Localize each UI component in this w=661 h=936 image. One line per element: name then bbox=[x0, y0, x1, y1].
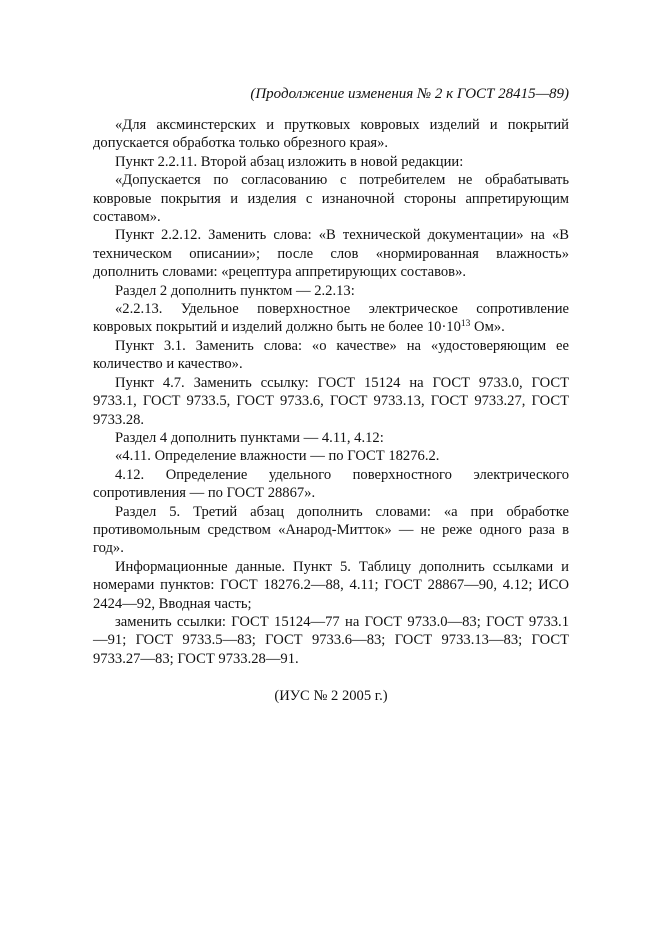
paragraph-text: Ом». bbox=[470, 319, 505, 336]
page-header: (Продолжение изменения № 2 к ГОСТ 28415—89) bbox=[250, 86, 569, 102]
paragraph: Пункт 2.2.12. Заменить слова: «В технической документации» на «В техническом описании»; после слов «нормированная влажность» дополнить словами: «рецептура аппретирующих составов». bbox=[93, 227, 569, 281]
document-page bbox=[93, 84, 569, 706]
paragraph: Пункт 2.2.11. Второй абзац изложить в новой редакции: bbox=[115, 153, 464, 170]
paragraph: «Для аксминстерских и прутковых ковровых изделий и покрытий допускается обработка только обрезного края». bbox=[93, 117, 569, 152]
paragraph bbox=[93, 300, 569, 337]
page-footer: (ИУС № 2 2005 г.) bbox=[274, 688, 388, 705]
paragraph: Пункт 3.1. Заменить слова: «о качестве» на «удостоверяющим ее количество и качество». bbox=[93, 337, 569, 373]
paragraph: заменить ссылки: ГОСТ 15124—77 на ГОСТ 9733.0—83; ГОСТ 9733.1—91; ГОСТ 9733.5—83; ГОСТ 9733.6—83; ГОСТ 9733.13—83; ГОСТ 9733.27—83; ГОСТ 9733.28—91. bbox=[93, 613, 569, 667]
paragraph: Пункт 4.7. Заменить ссылку: ГОСТ 15124 на ГОСТ 9733.0, ГОСТ 9733.1, ГОСТ 9733.5, ГОСТ 9733.6, ГОСТ 9733.13, ГОСТ 9733.27, ГОСТ 9733.28. bbox=[93, 374, 569, 428]
paragraph-text: «2.2.13. Удельное поверхностное электрическое сопротивление ковровых покрытий и изделий должно быть не более 10·10 bbox=[93, 301, 569, 336]
paragraph: «4.11. Определение влажности — по ГОСТ 18276.2. bbox=[115, 448, 440, 465]
paragraph: 4.12. Определение удельного поверхностного электрического сопротивления — по ГОСТ 28867». bbox=[93, 466, 569, 502]
paragraph: Раздел 5. Третий абзац дополнить словами: «а при обработке противомольным средством «Анарод-Митток» — не реже одного раза в год». bbox=[93, 503, 569, 557]
paragraph: Раздел 2 дополнить пунктом — 2.2.13: bbox=[115, 282, 355, 299]
paragraph: Раздел 4 дополнить пунктами — 4.11, 4.12: bbox=[115, 429, 384, 446]
paragraph: «Допускается по согласованию с потребителем не обрабатывать ковровые покрытия и изделия с изнаночной стороны аппретирующим составом». bbox=[93, 172, 569, 226]
paragraph: Информационные данные. Пункт 5. Таблицу дополнить ссылками и номерами пунктов: ГОСТ 18276.2—88, 4.11; ГОСТ 28867—90, 4.12; ИСО 2424—92, Вводная часть; bbox=[93, 558, 569, 612]
exponent: 13 bbox=[460, 319, 471, 330]
